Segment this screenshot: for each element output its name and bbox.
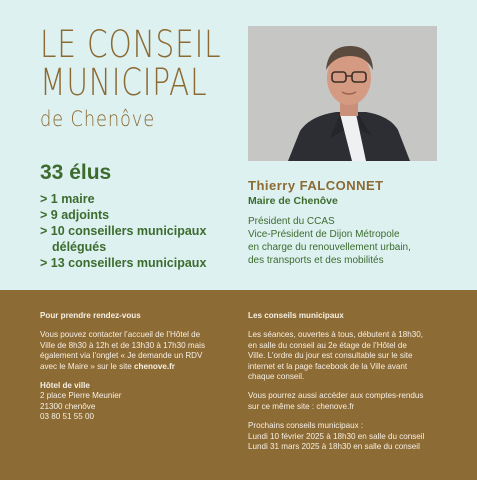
conseils-heading: Les conseils municipaux xyxy=(248,311,344,320)
elus-count: 33 élus xyxy=(40,161,112,184)
mayor-portrait-illustration xyxy=(248,26,437,161)
title-line-3: de Chenôve xyxy=(40,107,156,131)
session-date: Lundi 31 mars 2025 à 18h30 en salle du conseil xyxy=(248,442,420,452)
rdv-line: avec le Maire » sur le site xyxy=(40,361,135,371)
title-line-1: LE CONSEIL xyxy=(40,23,222,66)
next-sessions-paragraph xyxy=(248,421,448,452)
conseils-line: internet et la page facebook de la Ville avant xyxy=(248,361,408,371)
next-sessions-heading: Prochains conseils municipaux : xyxy=(248,421,364,431)
conseils-line: Vous pourrez aussi accéder aux comptes-rendus xyxy=(248,391,424,401)
elus-item: > 9 adjoints xyxy=(40,208,110,222)
conseils-paragraph xyxy=(248,330,448,382)
rdv-line: Ville de 8h30 à 12h et de 13h30 à 17h30 mais xyxy=(40,340,206,350)
hotel-address xyxy=(40,391,230,422)
contact-column xyxy=(40,311,230,432)
elus-item: > 13 conseillers municipaux xyxy=(40,256,207,270)
conseils-line: Ville. L’ordre du jour est consultable sur le site xyxy=(248,351,413,361)
elus-item: > 1 maire xyxy=(40,192,95,206)
conseils-line: chaque conseil. xyxy=(248,372,305,382)
elus-list xyxy=(40,191,206,271)
site-link[interactable]: chenove.fr xyxy=(134,361,175,371)
rdv-line-with-site xyxy=(40,362,230,372)
info-band xyxy=(0,290,477,480)
elus-item: > 10 conseillers municipaux xyxy=(40,224,207,238)
mayor-desc-line: Vice-Président de Dijon Métropole xyxy=(248,229,400,240)
mayor-photo xyxy=(248,26,437,161)
mayor-desc-line: en charge du renouvellement urbain, xyxy=(248,242,411,253)
address-line: 2 place Pierre Meunier xyxy=(40,391,122,401)
conseils-line: en salle du conseil au 2e étage de l’Hôtel de xyxy=(248,340,407,350)
council-column xyxy=(248,311,448,461)
conseils-line: Les séances, ouvertes à tous, débutent à 18h30, xyxy=(248,330,424,340)
rdv-line: Vous pouvez contacter l’accueil de l’Hôtel de xyxy=(40,330,201,340)
comptes-rendus-paragraph xyxy=(248,391,448,412)
conseils-line: sur ce même site : chenove.fr xyxy=(248,401,355,411)
page-title xyxy=(40,23,267,133)
mayor-desc-line: des transports et des mobilités xyxy=(248,255,384,266)
mayor-desc-line: Président du CCAS xyxy=(248,216,335,227)
rdv-text xyxy=(40,330,230,372)
mayor-description xyxy=(248,215,448,267)
mayor-name: Thierry FALCONNET xyxy=(248,178,384,193)
title-line-2: MUNICIPAL xyxy=(40,61,208,104)
session-date: Lundi 10 février 2025 à 18h30 en salle du conseil xyxy=(248,431,425,441)
elus-item: délégués xyxy=(52,240,107,254)
rdv-heading: Pour prendre rendez-vous xyxy=(40,311,141,320)
hotel-heading: Hôtel de ville xyxy=(40,381,90,391)
mayor-role: Maire de Chenôve xyxy=(248,195,338,207)
rdv-line: également via l’onglet « Je demande un RDV xyxy=(40,351,203,361)
address-line: 21300 chenôve xyxy=(40,401,96,411)
phone-number: 03 80 51 55 00 xyxy=(40,412,95,422)
